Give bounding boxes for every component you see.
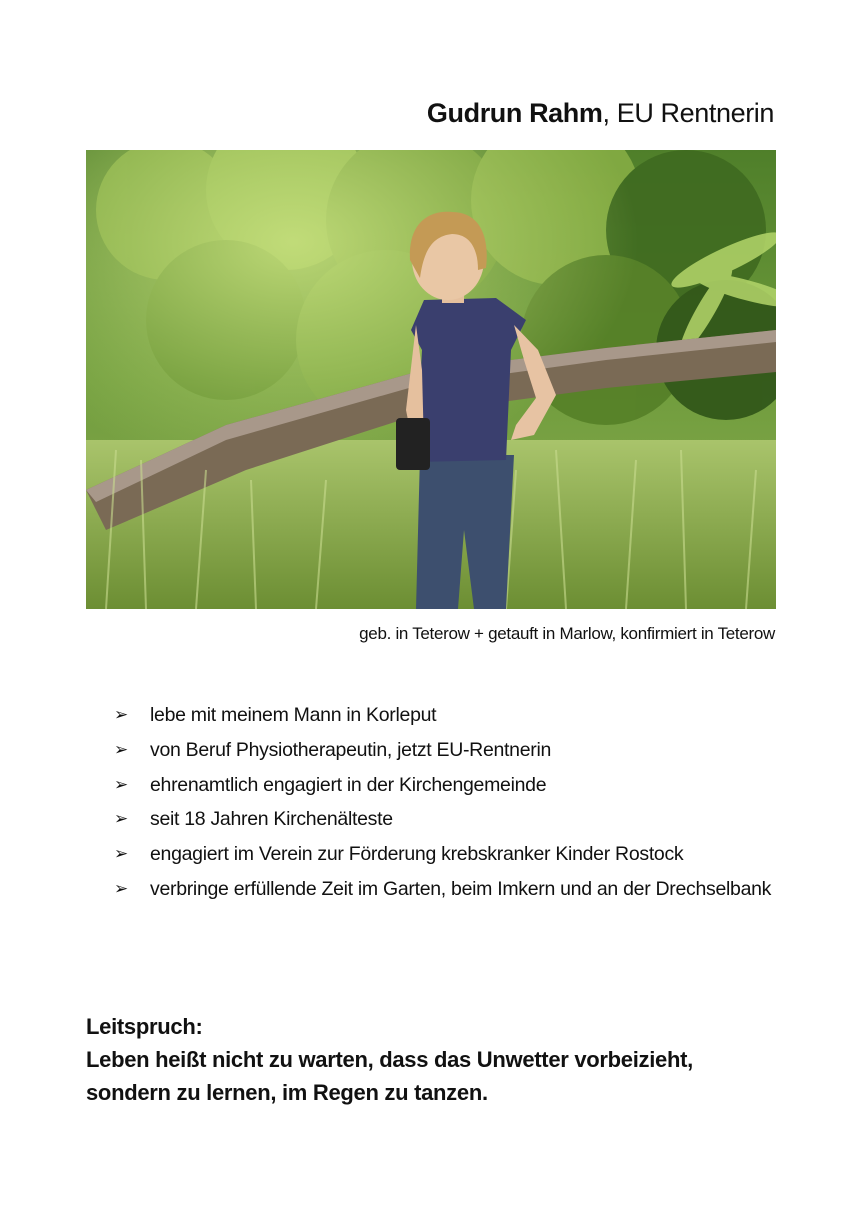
person-role: , EU Rentnerin	[602, 98, 774, 128]
list-item	[114, 735, 771, 770]
list-item-text: verbringe erfüllende Zeit im Garten, beim Imkern und an der Drechselbank	[150, 877, 772, 900]
motto-block	[86, 1010, 693, 1109]
person-name: Gudrun Rahm	[426, 98, 603, 128]
arrow-bullet-icon: ➢	[114, 809, 128, 829]
arrow-bullet-icon: ➢	[114, 739, 128, 759]
list-item	[114, 770, 771, 805]
portrait-photo	[86, 150, 776, 609]
list-item	[114, 804, 771, 839]
arrow-bullet-icon: ➢	[114, 878, 128, 898]
motto-line-1: Leben heißt nicht zu warten, dass das Unwetter vorbeizieht,	[86, 1047, 693, 1072]
list-item-text: ehrenamtlich engagiert in der Kirchengemeinde	[150, 773, 547, 796]
bullet-list	[114, 700, 771, 909]
arrow-bullet-icon: ➢	[114, 705, 128, 724]
arrow-bullet-icon: ➢	[114, 774, 128, 794]
list-item	[114, 700, 771, 735]
photo-caption: geb. in Teterow + getauft in Marlow, konfirmiert in Teterow	[359, 624, 775, 643]
list-item	[114, 874, 771, 909]
list-item-text: lebe mit meinem Mann in Korleput	[150, 704, 437, 726]
list-item-text: seit 18 Jahren Kirchenälteste	[150, 808, 393, 831]
arrow-bullet-icon: ➢	[114, 844, 128, 864]
person-heading	[427, 98, 774, 129]
motto-label: Leitspruch:	[86, 1014, 203, 1039]
motto-line-2: sondern zu lernen, im Regen zu tanzen.	[86, 1080, 488, 1105]
list-item	[114, 839, 771, 874]
list-item-text: von Beruf Physiotherapeutin, jetzt EU-Rentnerin	[150, 738, 552, 761]
list-item-text: engagiert im Verein zur Förderung krebskranker Kinder Rostock	[150, 843, 684, 866]
